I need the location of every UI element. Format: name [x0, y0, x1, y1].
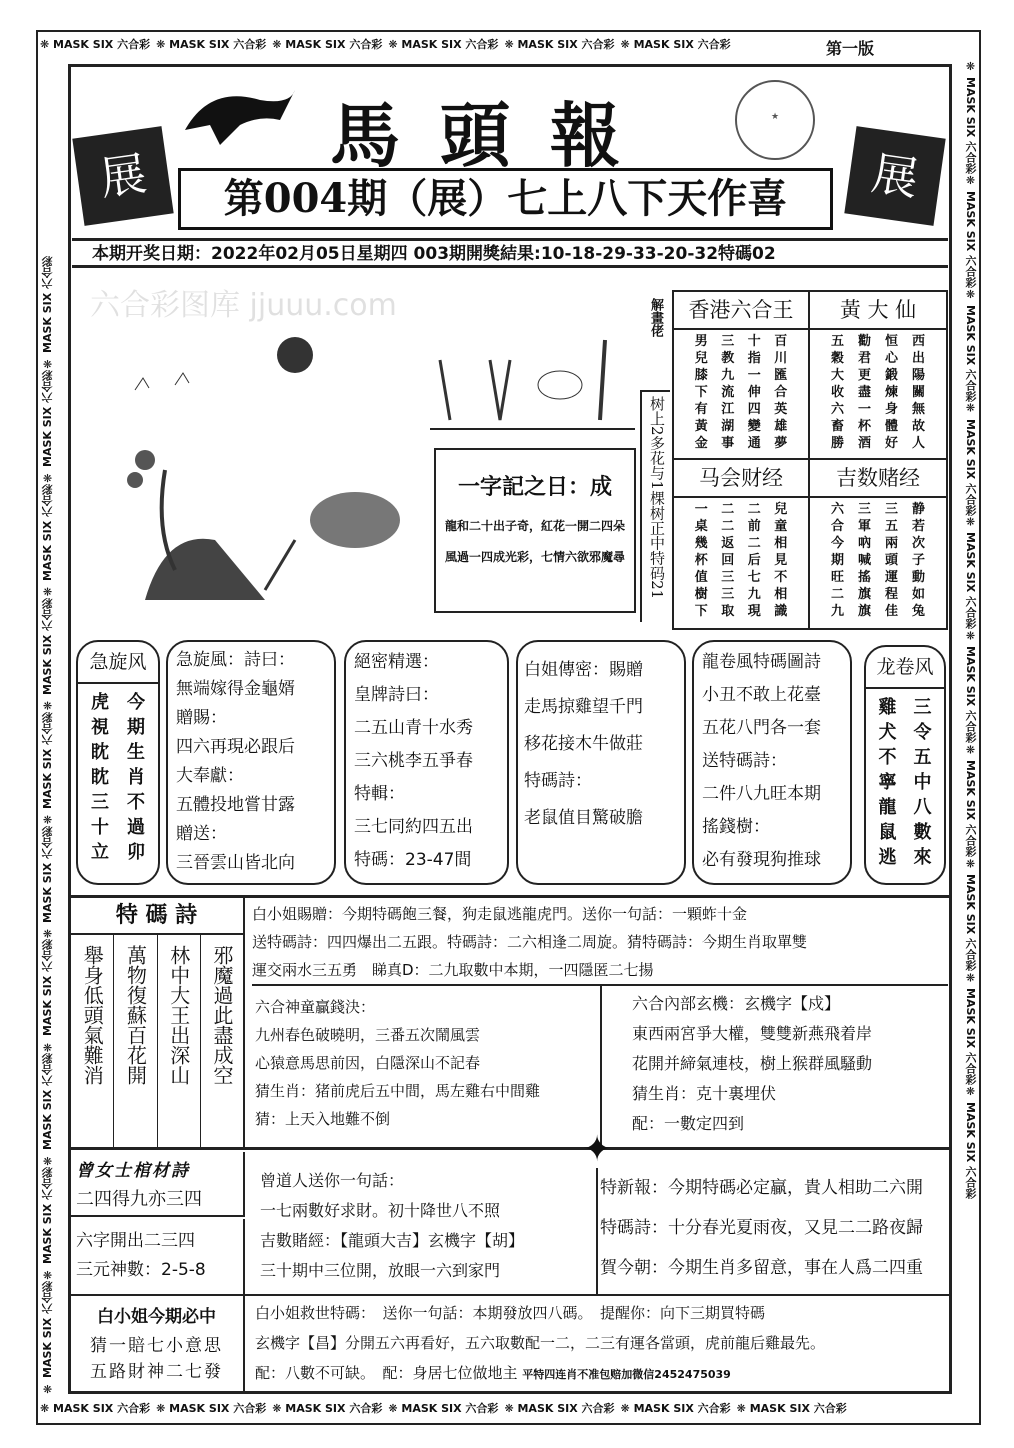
border-text: MASK SIX 六合彩 — [964, 874, 977, 972]
table-char: 旗 — [857, 604, 871, 619]
text-line: 猜生肖：猪前虎后五中間，馬左雞右中間雞 — [255, 1082, 541, 1100]
poem-box-4 — [692, 640, 852, 885]
jiushi-box — [255, 1298, 950, 1390]
table-char: 兒 — [774, 502, 788, 517]
text-line: 特碼詩： — [524, 771, 592, 791]
zeng-box — [70, 1152, 245, 1217]
table-char: 現 — [747, 604, 761, 619]
text-line: 三十期中三位開，放眼一六到家門 — [260, 1261, 501, 1280]
table-char: 教 — [721, 351, 735, 366]
stamp-seal: ★ — [735, 80, 815, 160]
bixz-title: 白小姐今期必中 — [97, 1307, 216, 1327]
verse-char: 五 — [913, 747, 932, 768]
text-line: 大奉獻： — [176, 766, 244, 786]
table-char: 九 — [830, 604, 844, 619]
text-line: 花開并締氣連枝，樹上猴群風騷動 — [632, 1054, 873, 1073]
table-char: 下 — [694, 385, 708, 400]
verse-char: 三 — [91, 792, 109, 813]
border-text: MASK SIX 六合彩 — [41, 255, 54, 353]
table-char: 運 — [884, 570, 898, 585]
verse-char: 中 — [913, 772, 932, 793]
table-char: 動 — [911, 570, 925, 585]
text-line: 猜生肖：克十裏埋伏 — [632, 1084, 777, 1103]
footnote: 平特四连肖不准包赔加微信2452475039 — [522, 1368, 731, 1381]
jixuanfeng-box — [76, 640, 160, 885]
table-title: 黃 大 仙 — [810, 292, 946, 330]
zeng-line: 二四得九亦三四 — [76, 1189, 202, 1210]
text-line: 心猿意馬思前因，白隱深山不記春 — [255, 1054, 481, 1072]
text-line: 贈送： — [176, 824, 227, 844]
newspaper-title: 馬頭報 — [330, 94, 660, 177]
table-char: 旺 — [830, 570, 844, 585]
jiushi-line: 玄機字【昌】分開五六再看好，五六取數配一二，二三有運各當頭，虎前龍后雞最先。 — [255, 1334, 826, 1352]
border-text: MASK SIX 六合彩 — [633, 1402, 731, 1415]
table-char: 身 — [884, 402, 898, 417]
border-text: MASK SIX 六合彩 — [964, 646, 977, 744]
table-char: 故 — [911, 419, 925, 434]
border-text: MASK SIX 六合彩 — [749, 1402, 847, 1415]
verse-char: 雞 — [878, 697, 897, 718]
jiushi-line: 配：八數不可缺。 配：身居七位做地主 — [255, 1364, 518, 1382]
table-char: 百 — [774, 334, 788, 349]
border-text: MASK SIX 六合彩 — [964, 988, 977, 1086]
verse-char: 鼠 — [878, 822, 897, 843]
border-text: MASK SIX 六合彩 — [964, 418, 977, 516]
text-line: 吉數賭經：【龍頭大吉】玄機字【胡】 — [260, 1231, 525, 1250]
table-char: 期 — [830, 553, 844, 568]
table-char: 二 — [747, 536, 761, 551]
border-band-right: ❋ MASK SIX 六合彩❋ MASK SIX 六合彩❋ MASK SIX 六合彩❋ MASK SIX 六合彩❋ MASK SIX 六合彩❋ MASK SIX 六合彩❋ MASK SIX 六合彩❋ MASK SIX 六合彩❋ MASK SIX 六合彩❋ MASK SIX 六合彩 — [964, 60, 977, 1200]
table-char: 二 — [747, 502, 761, 517]
table-char: 十 — [747, 334, 761, 349]
table-char: 如 — [911, 587, 925, 602]
border-text: MASK SIX 六合彩 — [41, 483, 54, 581]
one-word-box — [434, 448, 636, 613]
text-line: 送特碼詩： — [702, 751, 787, 771]
text-line: 曾道人送你一句話： — [260, 1171, 405, 1190]
table-char: 三 — [884, 502, 898, 517]
verse-char: 眈 — [91, 767, 109, 788]
puzzle-label: 解畫佬 — [648, 298, 663, 337]
text-line: 二件八九旺本期 — [702, 784, 821, 804]
text-line: 三晉雲山皆北向 — [176, 853, 295, 873]
table-char: 一 — [857, 402, 871, 417]
text-line: 白小姐賜贈：今期特碼飽三餐，狗走鼠逃龍虎門。送你一句話：一顆蚱十金 — [252, 905, 748, 923]
table-char: 不 — [774, 570, 788, 585]
draw-date-line: 本期开奖日期：2022年02月05日星期四 003期開獎結果:10-18-29-33-20-32特碼02 — [72, 238, 948, 268]
verse-char: 犬 — [878, 722, 897, 743]
tema-poem-box — [70, 897, 245, 1150]
border-text: MASK SIX 六合彩 — [41, 1281, 54, 1379]
table-char: 三 — [857, 502, 871, 517]
table-char: 識 — [774, 604, 788, 619]
table-char: 盡 — [857, 385, 871, 400]
verse-char: 卯 — [127, 842, 145, 863]
text-line: 搖錢樹： — [702, 817, 770, 837]
table-char: 次 — [911, 536, 925, 551]
text-line: 九州春色破曉明，三番五次鬧風雲 — [255, 1026, 481, 1044]
text-line: 皇牌詩曰： — [354, 685, 439, 705]
table-char: 三 — [721, 570, 735, 585]
verse-char: 八 — [913, 797, 932, 818]
table-char: 九 — [747, 587, 761, 602]
table-char: 六 — [830, 402, 844, 417]
text-line: 四六再現必跟后 — [176, 737, 295, 757]
poem-box-1 — [166, 640, 336, 885]
border-text: MASK SIX 六合彩 — [285, 38, 383, 51]
table-char: 回 — [721, 553, 735, 568]
text-line: 特輯： — [354, 784, 405, 804]
table-mahui-caijing — [674, 460, 810, 628]
one-word-title: 一字記之日：成 — [457, 475, 612, 500]
table-char: 兒 — [694, 351, 708, 366]
text-line: 移花接木牛做莊 — [524, 734, 643, 754]
table-char: 體 — [884, 419, 898, 434]
table-char: 見 — [774, 553, 788, 568]
table-char: 恒 — [884, 334, 898, 349]
table-char: 關 — [911, 385, 925, 400]
text-line: 一七兩數好求財。初十降世八不照 — [260, 1201, 501, 1220]
table-char: 二 — [721, 502, 735, 517]
text-line: 二五山青十水秀 — [354, 718, 473, 738]
table-char: 搖 — [857, 570, 871, 585]
star-ornament: ✦ — [582, 1129, 613, 1170]
table-char: 一 — [694, 502, 708, 517]
one-word-line: 風過一四成光彩，七情六欲邪魔尋 — [444, 550, 625, 564]
table-char: 無 — [911, 402, 925, 417]
table-char: 男 — [694, 334, 708, 349]
verse-char: 生 — [127, 742, 145, 763]
jiushi-line: 白小姐救世特碼： 送你一句話：本期發放四八碼。 提醒你：向下三期買特碼 — [255, 1304, 766, 1322]
zeng-title: 曾女士棺材詩 — [76, 1161, 190, 1181]
table-char: 黃 — [694, 419, 708, 434]
table-char: 合 — [830, 519, 844, 534]
table-char: 湖 — [721, 419, 735, 434]
box-title: 急旋风 — [78, 642, 158, 684]
verse-char: 來 — [913, 847, 932, 868]
table-char: 相 — [774, 587, 788, 602]
table-char: 子 — [911, 553, 925, 568]
border-text: MASK SIX 六合彩 — [401, 1402, 499, 1415]
text-line: 特碼：23-47間 — [354, 850, 472, 870]
table-char: 英 — [774, 402, 788, 417]
text-line: 白姐傳密：賜贈 — [524, 660, 643, 680]
flag-left: 展 — [72, 126, 173, 226]
table-char: 佳 — [884, 604, 898, 619]
text-line: 特碼詩：十分春光夏雨夜，又見二二路夜歸 — [600, 1218, 923, 1238]
text-line: 走馬掠雞望千門 — [524, 697, 643, 717]
text-line: 五體投地嘗甘露 — [176, 795, 295, 815]
text-line: 六合內部玄機：玄機字【戍】 — [632, 994, 841, 1013]
table-char: 有 — [694, 402, 708, 417]
border-text: MASK SIX 六合彩 — [41, 1053, 54, 1151]
one-word-line: 龍和二十出子奇，紅花一開二四朵 — [444, 519, 625, 533]
table-char: 鍛 — [884, 368, 898, 383]
table-char: 桌 — [694, 519, 708, 534]
table-char: 更 — [857, 368, 871, 383]
table-title: 马会财经 — [674, 460, 808, 498]
table-char: 伸 — [747, 385, 761, 400]
table-char: 頭 — [884, 553, 898, 568]
table-char: 雄 — [774, 419, 788, 434]
table-char: 杯 — [857, 419, 871, 434]
table-char: 大 — [830, 368, 844, 383]
poem-box-3 — [516, 640, 686, 885]
table-huang-daxian — [810, 292, 946, 460]
table-char: 膝 — [694, 368, 708, 383]
border-text: MASK SIX 六合彩 — [964, 304, 977, 402]
text-line: 小丑不敢上花臺 — [702, 685, 821, 705]
table-char: 喊 — [857, 553, 871, 568]
table-char: 樹 — [694, 587, 708, 602]
verse-char: 逃 — [878, 847, 897, 868]
table-char: 七 — [747, 570, 761, 585]
text-line: 賀今朝：今期生肖多留意，事在人爲二四重 — [600, 1258, 923, 1278]
table-char: 指 — [747, 351, 761, 366]
border-text: MASK SIX 六合彩 — [169, 1402, 267, 1415]
liuhe-shentong — [255, 993, 595, 1133]
table-jishu-dujing — [810, 460, 946, 628]
border-text: MASK SIX 六合彩 — [169, 38, 267, 51]
border-text: MASK SIX 六合彩 — [633, 38, 731, 51]
issue-banner: 第004期（展）七上八下天作喜 — [178, 168, 833, 230]
table-char: 童 — [774, 519, 788, 534]
table-char: 相 — [774, 536, 788, 551]
border-text: MASK SIX 六合彩 — [41, 369, 54, 467]
tema-poem-column: 舉身低頭氣難消 — [70, 935, 113, 1148]
border-text: MASK SIX 六合彩 — [964, 760, 977, 858]
table-char: 夢 — [774, 436, 788, 451]
verse-char: 龍 — [878, 797, 897, 818]
table-char: 前 — [747, 519, 761, 534]
liuzi-line: 六字開出二三四 — [76, 1231, 195, 1251]
daoren-box — [252, 1166, 587, 1286]
text-line: 六合神童贏錢決： — [255, 998, 376, 1016]
table-char: 酒 — [857, 436, 871, 451]
text-line: 龍卷風特碼圖詩 — [702, 652, 821, 672]
border-band-left: ❋ MASK SIX 六合彩❋ MASK SIX 六合彩❋ MASK SIX 六合彩❋ MASK SIX 六合彩❋ MASK SIX 六合彩❋ MASK SIX 六合彩❋ MASK SIX 六合彩❋ MASK SIX 六合彩❋ MASK SIX 六合彩❋ MASK SIX 六合彩 — [41, 255, 54, 1395]
text-line: 五花八門各一套 — [702, 718, 821, 738]
table-char: 静 — [911, 502, 925, 517]
border-text: MASK SIX 六合彩 — [517, 1402, 615, 1415]
verse-char: 不 — [878, 747, 897, 768]
table-char: 程 — [884, 587, 898, 602]
table-char: 好 — [884, 436, 898, 451]
table-char: 取 — [721, 604, 735, 619]
table-char: 下 — [694, 604, 708, 619]
puzzle-picture-2 — [430, 300, 635, 430]
flag-right: 展 — [844, 126, 945, 226]
sanyuan-line: 三元神數：2-5-8 — [76, 1260, 206, 1280]
table-char: 兔 — [911, 604, 925, 619]
table-char: 值 — [694, 570, 708, 585]
verse-char: 期 — [127, 717, 145, 738]
table-char: 變 — [747, 419, 761, 434]
text-line: 配：一數定四到 — [632, 1114, 745, 1133]
table-char: 事 — [721, 436, 735, 451]
text-line: 贈賜： — [176, 708, 227, 728]
table-char: 幾 — [694, 536, 708, 551]
text-line: 運交兩水三五勇 睇真D：二九取數中本期，一四隱匿二七揚 — [252, 961, 654, 979]
table-title: 香港六合王 — [674, 292, 808, 330]
table-char: 軍 — [857, 519, 871, 534]
table-char: 心 — [884, 351, 898, 366]
bixz-line: 五路財神二七發 — [90, 1362, 223, 1382]
table-char: 三 — [721, 334, 735, 349]
verse-char: 今 — [127, 692, 145, 713]
verse-char: 肖 — [127, 767, 145, 788]
box-title: 龙卷风 — [866, 647, 944, 689]
jiushi-last-row — [255, 1358, 950, 1390]
text-line: 老鼠值目驚破膽 — [524, 808, 643, 828]
tema-poem-column: 林中大王出深山 — [157, 935, 200, 1148]
border-text: MASK SIX 六合彩 — [964, 532, 977, 630]
table-char: 人 — [911, 436, 925, 451]
border-text: MASK SIX 六合彩 — [41, 939, 54, 1037]
border-text: MASK SIX 六合彩 — [964, 190, 977, 288]
table-char: 收 — [830, 385, 844, 400]
border-text: MASK SIX 六合彩 — [53, 1402, 151, 1415]
longjuanfeng-box — [864, 645, 946, 885]
verse-char: 不 — [127, 792, 145, 813]
table-char: 杯 — [694, 553, 708, 568]
verse-char: 虎 — [91, 692, 109, 713]
border-band-top: ❋ MASK SIX 六合彩 ❋ MASK SIX 六合彩 ❋ MASK SIX 六合彩 ❋ MASK SIX 六合彩 ❋ MASK SIX 六合彩 ❋ MASK SIX 六合彩 — [40, 38, 731, 51]
verse-char: 立 — [91, 842, 109, 863]
table-char: 五 — [884, 519, 898, 534]
watermark: 六合彩图库 jjuuu.com — [90, 288, 397, 323]
verse-char: 令 — [913, 722, 932, 743]
table-char: 江 — [721, 402, 735, 417]
table-char: 川 — [774, 351, 788, 366]
bixz-line: 猜一賠七小意思 — [90, 1336, 223, 1356]
poem-box-2 — [344, 640, 509, 885]
text-line: 猜：上天入地難不倒 — [255, 1110, 391, 1128]
baixiaojie-gift — [252, 898, 948, 986]
table-hk-liuhe-wang — [674, 292, 810, 460]
text-line: 送特碼詩：四四爆出二五跟。特碼詩：二六相逢二周旋。猜特碼詩：今期生肖取單雙 — [252, 933, 808, 951]
tema-poem-column: 邪魔過此盡成空 — [200, 935, 243, 1148]
table-char: 四 — [747, 402, 761, 417]
verse-char: 三 — [913, 697, 932, 718]
border-text: MASK SIX 六合彩 — [964, 1102, 977, 1200]
border-text: MASK SIX 六合彩 — [41, 1167, 54, 1265]
border-text: MASK SIX 六合彩 — [964, 76, 977, 174]
texinbao-box — [596, 1168, 948, 1295]
table-char: 煉 — [884, 385, 898, 400]
table-char: 兩 — [884, 536, 898, 551]
table-char: 君 — [857, 351, 871, 366]
liuhe-neibu — [600, 985, 948, 1150]
text-line: 東西兩宮爭大權，雙雙新燕飛着岸 — [632, 1024, 873, 1043]
verse-char: 眈 — [91, 742, 109, 763]
table-char: 三 — [721, 587, 735, 602]
table-char: 金 — [694, 436, 708, 451]
liuzi-box — [70, 1219, 245, 1294]
table-char: 一 — [747, 368, 761, 383]
text-line: 無端嫁得金龜婿 — [176, 679, 295, 699]
border-text: MASK SIX 六合彩 — [285, 1402, 383, 1415]
text-line: 三七同約四五出 — [354, 817, 473, 837]
table-char: 五 — [830, 334, 844, 349]
text-line: 必有發現狗推球 — [702, 850, 821, 870]
border-text: MASK SIX 六合彩 — [41, 825, 54, 923]
table-char: 勝 — [830, 436, 844, 451]
edition-label: 第一版 — [826, 39, 875, 58]
table-char: 畜 — [830, 419, 844, 434]
border-text: MASK SIX 六合彩 — [53, 38, 151, 51]
table-char: 通 — [747, 436, 761, 451]
verse-char: 視 — [91, 717, 109, 738]
border-text: MASK SIX 六合彩 — [401, 38, 499, 51]
table-char: 吶 — [857, 536, 871, 551]
tema-poem-title: 特 碼 詩 — [70, 897, 243, 935]
verse-tables — [672, 290, 948, 630]
border-text: MASK SIX 六合彩 — [41, 597, 54, 695]
table-char: 返 — [721, 536, 735, 551]
text-line: 絕密精選： — [354, 652, 439, 672]
table-char: 流 — [721, 385, 735, 400]
table-char: 合 — [774, 385, 788, 400]
puzzle-hint: 树上2多花与1棵树正中特码21 — [640, 390, 670, 622]
border-text: MASK SIX 六合彩 — [517, 38, 615, 51]
table-char: 今 — [830, 536, 844, 551]
table-char: 西 — [911, 334, 925, 349]
table-char: 出 — [911, 351, 925, 366]
verse-char: 十 — [91, 817, 109, 838]
puzzle-picture-main — [75, 330, 420, 615]
table-char: 九 — [721, 368, 735, 383]
table-char: 勸 — [857, 334, 871, 349]
table-char: 旗 — [857, 587, 871, 602]
table-char: 六 — [830, 502, 844, 517]
text-line: 三六桃李五爭春 — [354, 751, 473, 771]
verse-char: 數 — [913, 822, 932, 843]
verse-char: 寧 — [878, 772, 897, 793]
table-title: 吉数赌经 — [810, 460, 946, 498]
tema-poem-column: 萬物復蘇百花開 — [113, 935, 156, 1148]
table-char: 后 — [747, 553, 761, 568]
table-char: 穀 — [830, 351, 844, 366]
horse-logo — [180, 80, 300, 150]
bixz-box — [70, 1296, 245, 1392]
border-band-bottom: ❋ MASK SIX 六合彩 ❋ MASK SIX 六合彩 ❋ MASK SIX 六合彩 ❋ MASK SIX 六合彩 ❋ MASK SIX 六合彩 ❋ MASK SIX 六合彩 ❋ MASK SIX 六合彩 — [40, 1402, 847, 1415]
text-line: 急旋風：詩曰： — [176, 650, 295, 670]
table-char: 陽 — [911, 368, 925, 383]
table-char: 匯 — [774, 368, 788, 383]
table-char: 二 — [830, 587, 844, 602]
table-char: 若 — [911, 519, 925, 534]
verse-char: 過 — [127, 817, 145, 838]
text-line: 特新報：今期特碼必定贏，貴人相助二六開 — [600, 1178, 923, 1198]
border-text: MASK SIX 六合彩 — [41, 711, 54, 809]
table-char: 二 — [721, 519, 735, 534]
